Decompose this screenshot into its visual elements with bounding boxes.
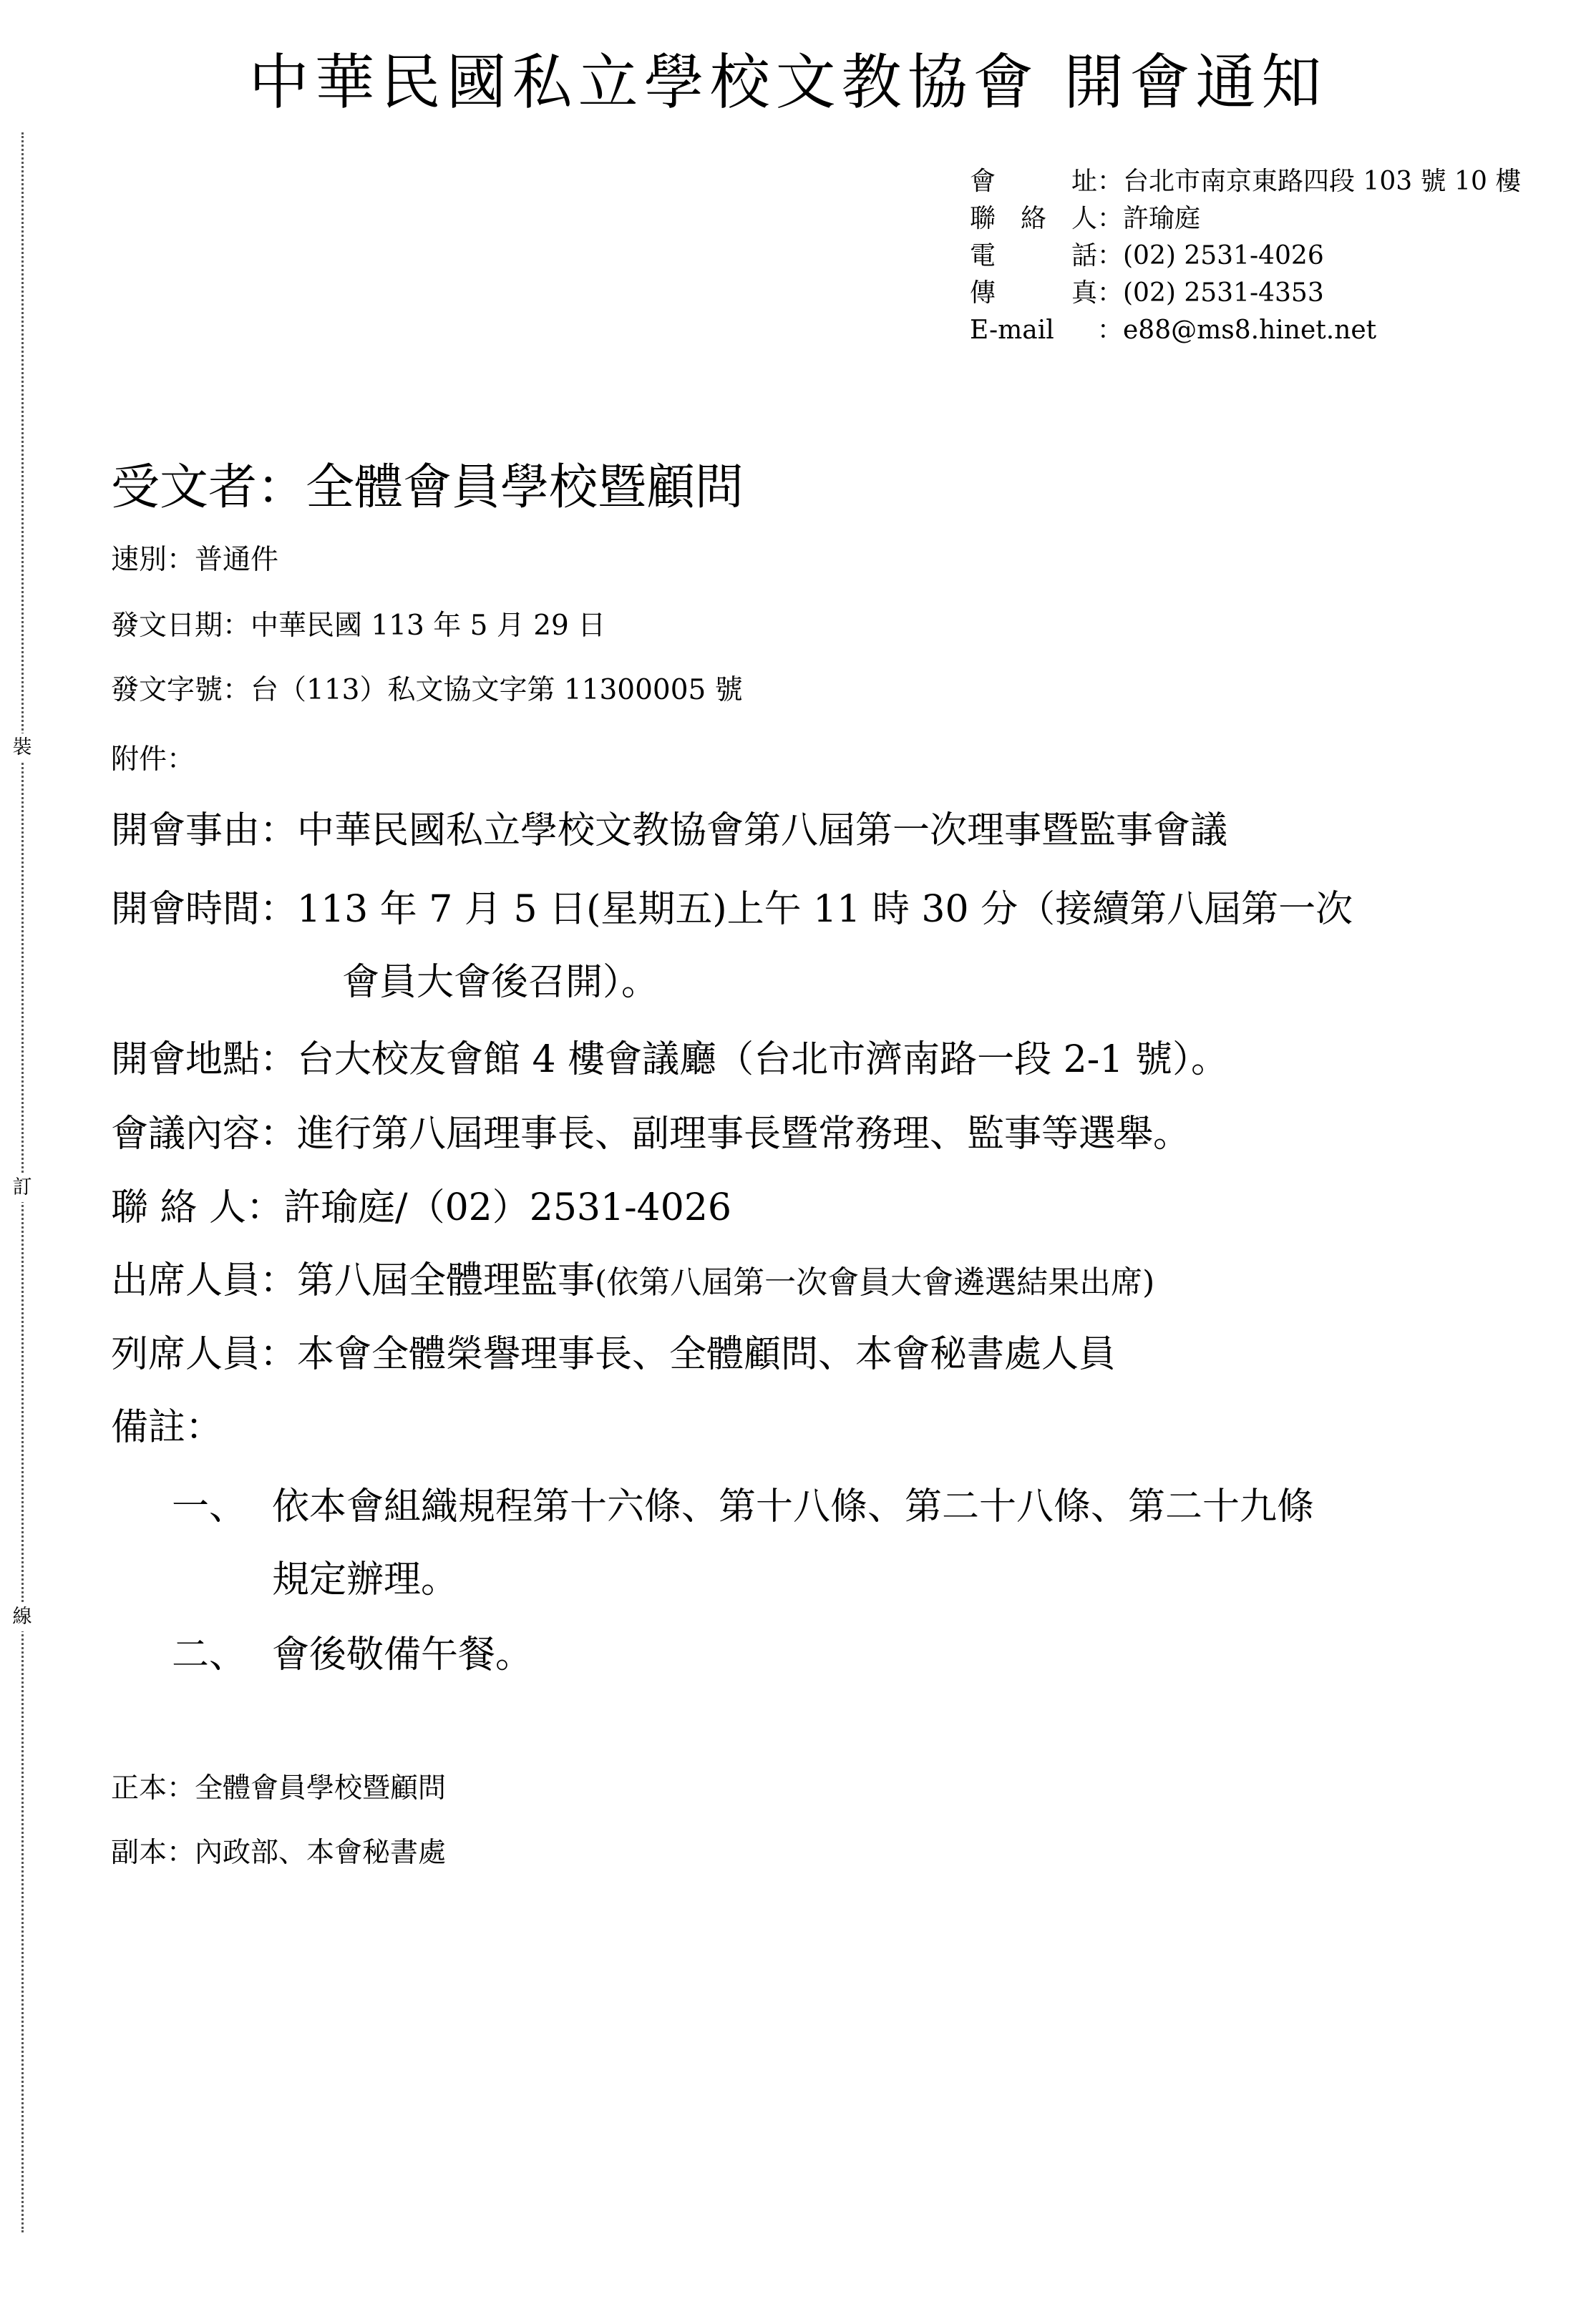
attachment-line: 附件： [111,743,195,776]
remark-item-2 [172,1631,532,1679]
document-title: 中華民國私立學校文教協會 開會通知 [248,47,1328,117]
meeting-location: 開會地點：台大校友會館 4 樓會議廳（台北市濟南路一段 2-1 號）。 [111,1038,1228,1081]
date-line: 發文日期：中華民國 113 年 5 月 29 日 [111,610,606,642]
contact-address-label: 會 址 [970,167,1097,196]
doc-number-line: 發文字號：台（113）私文協文字第 11300005 號 [111,674,743,706]
meeting-time-line2: 會員大會後召開）。 [342,961,659,1004]
binding-label-ding: 訂 [10,1173,34,1202]
attendees-label: 出席人員：第八屆全體理監事 [111,1259,595,1302]
contact-block [970,163,1521,349]
contact-fax-label: 傳 真 [970,278,1097,308]
observers-line: 列席人員：本會全體榮譽理事長、全體顧問、本會秘書處人員 [111,1333,1117,1376]
remarks-label: 備註： [111,1406,223,1449]
meeting-reason: 開會事由：中華民國私立學校文教協會第八屆第一次理事暨監事會議 [111,809,1228,852]
binding-label-zhuang: 裝 [10,733,34,762]
recipient-line: 受文者：全體會員學校暨顧問 [111,459,744,516]
remark-text-1: 依本會組織規程第十六條、第十八條、第二十八條、第二十九條 [272,1485,1315,1528]
attendees-note: (依第八屆第一次會員大會遴選結果出席) [595,1264,1155,1301]
contact-phone-label: 電 話 [970,241,1097,270]
contact-fax: ：(02) 2531-4353 [1097,278,1324,308]
remark-number-2: 二、 [172,1634,247,1676]
contact-phone-row [970,238,1521,275]
original-copy-line: 正本：全體會員學校暨顧問 [111,1772,447,1805]
contact-person-label: 聯 絡 人 [970,204,1097,233]
remark-item-1-continued: 規定辦理。 [272,1558,459,1601]
duplicate-copy-line: 副本：內政部、本會秘書處 [111,1837,447,1869]
remark-text-2: 會後敬備午餐。 [272,1634,533,1676]
remark-item-1 [172,1483,1314,1530]
contact-person: ：許瑜庭 [1097,204,1201,233]
contact-address: ：台北市南京東路四段 103 號 10 樓 [1097,167,1522,196]
contact-email-row [970,312,1521,349]
contact-person-row [970,200,1521,238]
binding-label-xian: 線 [10,1603,34,1631]
speed-line: 速別：普通件 [111,544,279,576]
remark-number-1: 一、 [172,1485,247,1528]
contact-fax-row [970,275,1521,312]
attendees-line [111,1257,1154,1307]
contact-address-row [970,163,1521,200]
meeting-content: 會議內容：進行第八屆理事長、副理事長暨常務理、監事等選舉。 [111,1113,1191,1156]
meeting-liaison: 聯 絡 人：許瑜庭/（02）2531-4026 [111,1186,731,1229]
contact-phone: ：(02) 2531-4026 [1097,241,1324,270]
contact-email-label: E-mail [970,316,1054,345]
contact-email: ：e88@ms8.hinet.net [1097,316,1377,345]
meeting-time-line1: 開會時間：113 年 7 月 5 日(星期五)上午 11 時 30 分（接續第八屆第一次 [111,888,1353,931]
